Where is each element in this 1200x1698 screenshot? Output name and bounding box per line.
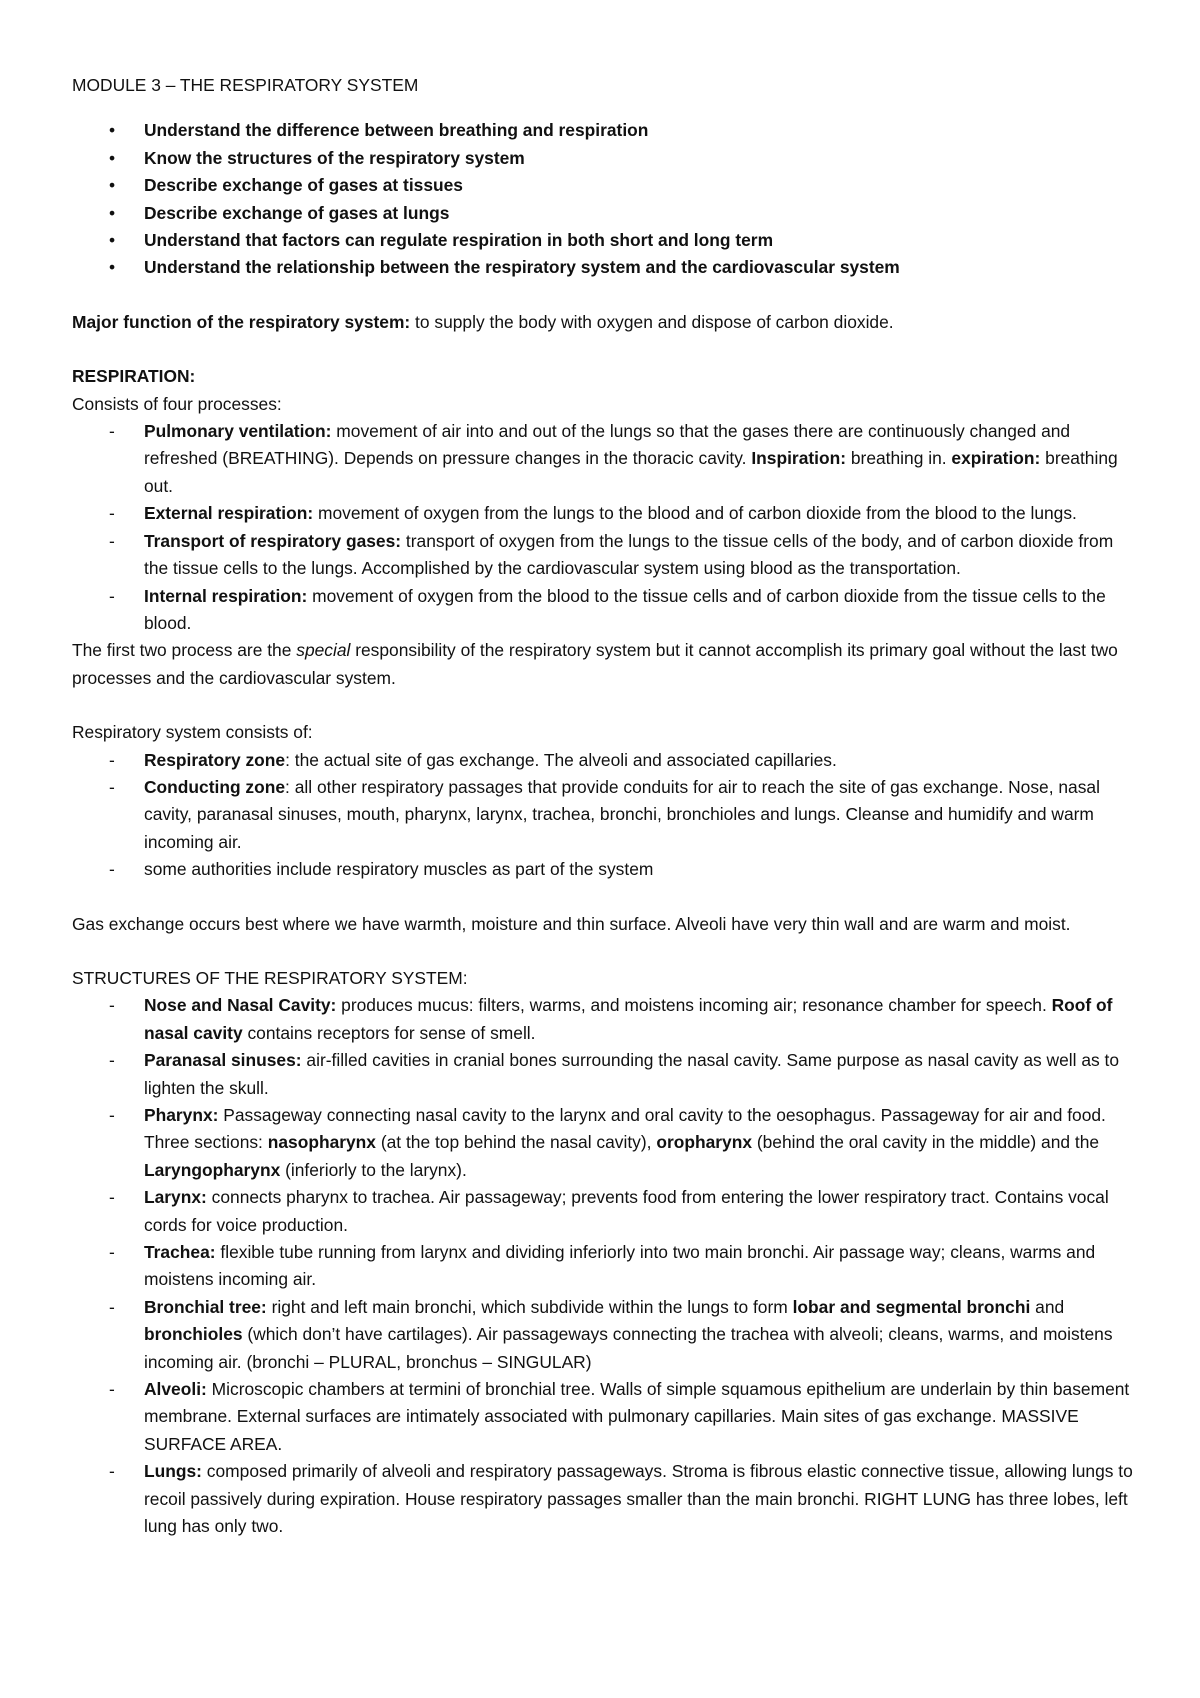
bullet-icon: • xyxy=(109,202,116,223)
structure-item-larynx: - Larynx: connects pharynx to trachea. Air passageway; prevents food from entering the lower respiratory tract. Contains vocal cords for voice production. xyxy=(72,1184,1140,1239)
objective-item: • Understand the relationship between the respiratory system and the cardiovascular system xyxy=(72,254,1140,281)
dash-icon: - xyxy=(109,530,115,551)
major-function-paragraph: Major function of the respiratory system: to supply the body with oxygen and dispose of carbon dioxide. xyxy=(72,311,894,332)
dash-icon: - xyxy=(109,1050,115,1071)
dash-icon: - xyxy=(109,503,115,524)
respiration-heading: RESPIRATION: xyxy=(72,366,196,387)
dash-icon: - xyxy=(109,776,115,797)
dash-icon: - xyxy=(109,421,115,442)
page-title: MODULE 3 – THE RESPIRATORY SYSTEM xyxy=(72,75,419,95)
bullet-icon: • xyxy=(109,257,116,278)
dash-icon: - xyxy=(109,1379,115,1400)
respiration-processes-list xyxy=(72,418,1140,637)
gas-exchange-paragraph: Gas exchange occurs best where we have warmth, moisture and thin surface. Alveoli have very thin wall and are warm and moist. xyxy=(72,913,1071,934)
dash-icon: - xyxy=(109,1461,115,1482)
dash-icon: - xyxy=(109,1105,115,1125)
process-item: - Internal respiration: movement of oxygen from the blood to the tissue cells and of carbon dioxide from the tissue cells to the blood. xyxy=(72,583,1140,638)
structure-item-nose: - Nose and Nasal Cavity: produces mucus: filters, warms, and moistens incoming air; resonance chamber for speech. Roof of nasal cavity contains receptors for sense of smell. xyxy=(72,992,1140,1047)
system-zones-list xyxy=(72,747,1140,884)
process-item: - Transport of respiratory gases: transport of oxygen from the lungs to the tissue cells of the body, and of carbon dioxide from the tissue cells to the lungs. Accomplished by the cardiovascular system using blood as the transportation. xyxy=(72,528,1140,583)
structures-heading: STRUCTURES OF THE RESPIRATORY SYSTEM: xyxy=(72,967,468,988)
structures-list xyxy=(72,992,1140,1540)
zone-item: - some authorities include respiratory muscles as part of the system xyxy=(72,856,1140,883)
objective-item: • Know the structures of the respiratory system xyxy=(72,145,1140,172)
dash-icon: - xyxy=(109,585,115,606)
system-consists-intro: Respiratory system consists of: xyxy=(72,722,313,743)
bullet-icon: • xyxy=(109,120,116,141)
objective-item: • Describe exchange of gases at tissues xyxy=(72,172,1140,199)
bullet-icon: • xyxy=(109,147,116,168)
dash-icon: - xyxy=(109,749,115,770)
process-item: - Pulmonary ventilation: movement of air into and out of the lungs so that the gases there are continuously changed and refreshed (BREATHING). Depends on pressure changes in the thoracic cavity. Inspiration: breathing in. expiration: breathing out. xyxy=(72,418,1140,500)
zone-item: - Conducting zone: all other respiratory passages that provide conduits for air to reach the site of gas exchange. Nose, nasal cavity, paranasal sinuses, mouth, pharynx, larynx, trachea, bronchi, bronchioles and lungs. Cleanse and humidify and warm incoming air. xyxy=(72,774,1140,856)
process-item: - External respiration: movement of oxygen from the lungs to the blood and of carbon dioxide from the blood to the lungs. xyxy=(72,500,1140,527)
structure-item-alveoli: - Alveoli: Microscopic chambers at termini of bronchial tree. Walls of simple squamous epithelium are underlain by thin basement membrane. External surfaces are intimately associated with pulmonary capillaries. Main sites of gas exchange. MASSIVE SURFACE AREA. xyxy=(72,1376,1140,1458)
bullet-icon: • xyxy=(109,230,116,251)
respiration-closing: The first two process are the special responsibility of the respiratory system but it cannot accomplish its primary goal without the last two processes and the cardiovascular system. xyxy=(72,640,1118,688)
dash-icon: - xyxy=(109,1187,115,1208)
objective-item: • Describe exchange of gases at lungs xyxy=(72,200,1140,227)
bullet-icon: • xyxy=(109,175,116,196)
dash-icon: - xyxy=(109,1296,115,1317)
dash-icon: - xyxy=(109,1242,115,1263)
zone-item: - Respiratory zone: the actual site of gas exchange. The alveoli and associated capillaries. xyxy=(72,747,1140,774)
structure-item-pharynx: - Pharynx: Passageway connecting nasal cavity to the larynx and oral cavity to the oesophagus. Passageway for air and food. Three sections: nasopharynx (at the top behind the nasal cavity), oropharynx (behind the oral cavity in the middle) and the Laryngopharynx (inferiorly to the larynx). xyxy=(72,1102,1140,1184)
structure-item-trachea: - Trachea: flexible tube running from larynx and dividing inferiorly into two main bronchi. Air passage way; cleans, warms and moistens incoming air. xyxy=(72,1239,1140,1294)
dash-icon: - xyxy=(109,859,115,880)
structure-item-lungs: - Lungs: composed primarily of alveoli and respiratory passageways. Stroma is fibrous elastic connective tissue, allowing lungs to recoil passively during expiration. House respiratory passages smaller than the main bronchi. RIGHT LUNG has three lobes, left lung has only two. xyxy=(72,1458,1140,1540)
structure-item-sinuses: - Paranasal sinuses: air-filled cavities in cranial bones surrounding the nasal cavity. Same purpose as nasal cavity as well as to lighten the skull. xyxy=(72,1047,1140,1102)
objective-item: • Understand the difference between breathing and respiration xyxy=(72,117,1140,144)
objectives-list xyxy=(72,117,1140,281)
dash-icon: - xyxy=(109,995,115,1016)
objective-item: • Understand that factors can regulate respiration in both short and long term xyxy=(72,227,1140,254)
respiration-intro: Consists of four processes: xyxy=(72,393,282,414)
structure-item-bronchial-tree: - Bronchial tree: right and left main bronchi, which subdivide within the lungs to form lobar and segmental bronchi and bronchioles (which don’t have cartilages). Air passageways connecting the trachea with alveoli; cleans, warms, and moistens incoming air. (bronchi – PLURAL, bronchus – SINGULAR) xyxy=(72,1294,1140,1376)
